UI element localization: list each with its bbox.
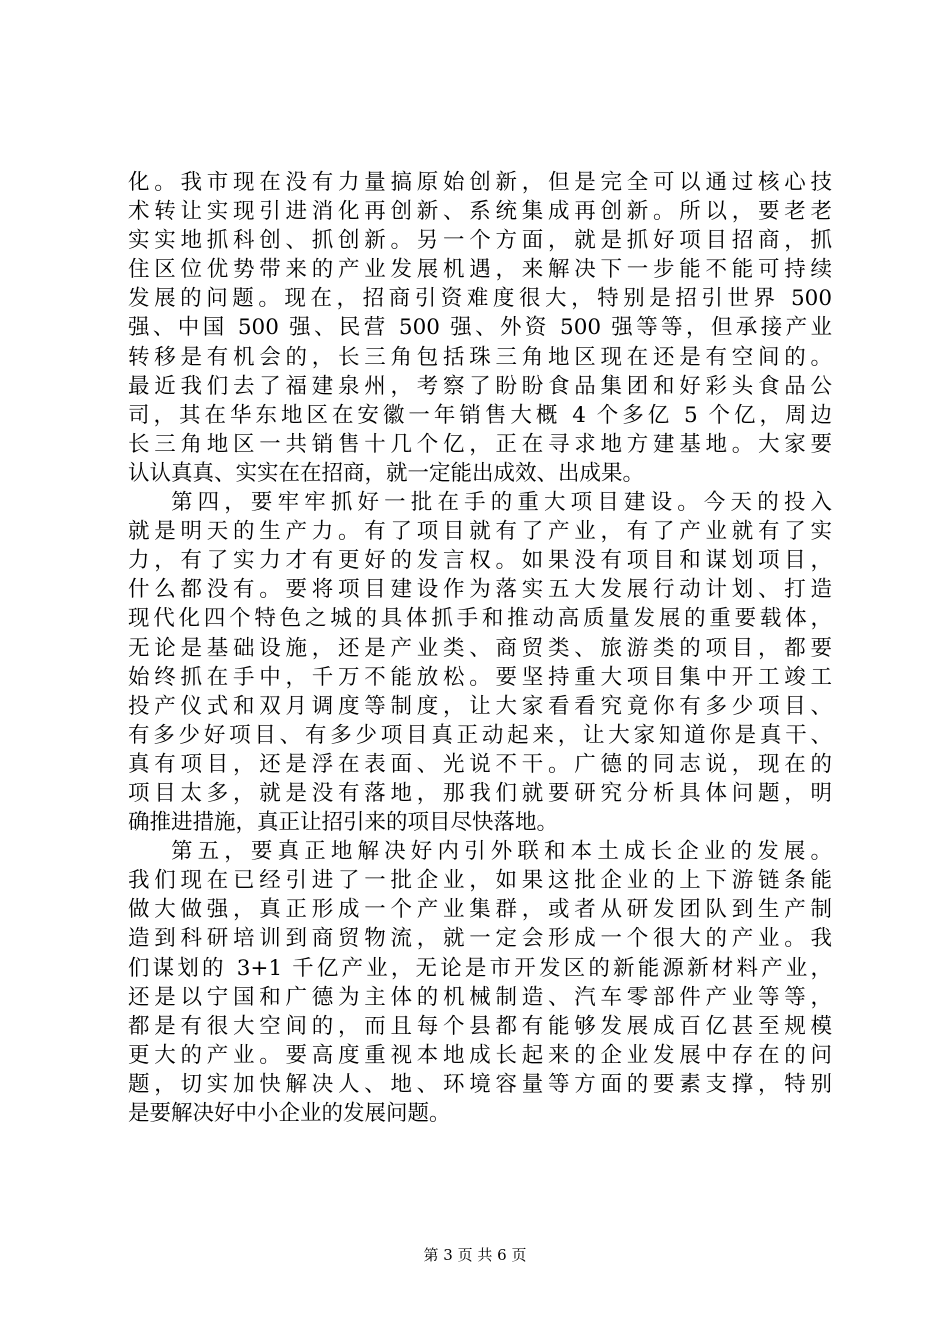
text-line: 司，其在华东地区在安徽一年销售大概 4 个多亿 5 个亿，周边 xyxy=(128,402,832,428)
text-line: 有多少好项目、有多少项目真正动起来，让大家知道你是真干、 xyxy=(128,722,832,748)
text-line: 实实地抓科创、抓创新。另一个方面，就是抓好项目招商，抓 xyxy=(128,228,832,254)
text-line: 最近我们去了福建泉州，考察了盼盼食品集团和好彩头食品公 xyxy=(128,373,832,399)
text-line: 题，切实加快解决人、地、环境容量等方面的要素支撑，特别 xyxy=(128,1071,832,1097)
text-line: 发展的问题。现在，招商引资难度很大，特别是招引世界 500 xyxy=(128,286,832,312)
text-line: 我们现在已经引进了一批企业，如果这批企业的上下游链条能 xyxy=(128,868,832,894)
text-line: 什么都没有。要将项目建设作为落实五大发展行动计划、打造 xyxy=(128,577,832,603)
text-line: 就是明天的生产力。有了项目就有了产业，有了产业就有了实 xyxy=(128,519,832,545)
text-line: 化。我市现在没有力量搞原始创新，但是完全可以通过核心技 xyxy=(128,170,832,195)
text-line: 还是以宁国和广德为主体的机械制造、汽车零部件产业等等， xyxy=(128,984,832,1010)
text-line: 项目太多，就是没有落地，那我们就要研究分析具体问题，明 xyxy=(128,780,832,806)
text-line: 们谋划的 3+1 千亿产业，无论是市开发区的新能源新材料产业， xyxy=(128,955,832,981)
text-line: 力，有了实力才有更好的发言权。如果没有项目和谋划项目， xyxy=(128,548,832,574)
text-line: 是要解决好中小企业的发展问题。 xyxy=(128,1101,451,1126)
body-text xyxy=(128,168,832,1128)
paragraph-start-line: 第五，要真正地解决好内引外联和本土成长企业的发展。 xyxy=(171,839,832,865)
text-line: 更大的产业。要高度重视本地成长起来的企业发展中存在的问 xyxy=(128,1042,832,1068)
text-line: 强、中国 500 强、民营 500 强、外资 500 强等等，但承接产业 xyxy=(128,315,832,341)
paragraph-start-line: 第四，要牢牢抓好一批在手的重大项目建设。今天的投入 xyxy=(171,490,832,516)
text-line: 转移是有机会的，长三角包括珠三角地区现在还是有空间的。 xyxy=(128,344,832,370)
text-line: 做大做强，真正形成一个产业集群，或者从研发团队到生产制 xyxy=(128,897,832,923)
page-number-footer: 第 3 页 共 6 页 xyxy=(423,1246,527,1264)
text-line: 始终抓在手中，千万不能放松。要坚持重大项目集中开工竣工 xyxy=(128,664,832,690)
text-line: 造到科研培训到商贸物流，就一定会形成一个很大的产业。我 xyxy=(128,926,832,952)
text-line: 无论是基础设施，还是产业类、商贸类、旅游类的项目，都要 xyxy=(128,635,832,661)
text-line: 投产仪式和双月调度等制度，让大家看看究竟你有多少项目、 xyxy=(128,693,832,719)
text-line: 住区位优势带来的产业发展机遇，来解决下一步能不能可持续 xyxy=(128,257,832,283)
text-line: 认认真真、实实在在招商，就一定能出成效、出成果。 xyxy=(128,460,645,486)
text-line: 真有项目，还是浮在表面、光说不干。广德的同志说，现在的 xyxy=(128,751,832,777)
text-line: 现代化四个特色之城的具体抓手和推动高质量发展的重要载体， xyxy=(128,606,832,632)
text-line: 确推进措施，真正让招引来的项目尽快落地。 xyxy=(128,810,559,836)
text-line: 都是有很大空间的，而且每个县都有能够发展成百亿甚至规模 xyxy=(128,1013,832,1039)
text-line: 长三角地区一共销售十几个亿，正在寻求地方建基地。大家要 xyxy=(128,431,832,457)
text-line: 术转让实现引进消化再创新、系统集成再创新。所以，要老老 xyxy=(128,199,832,225)
